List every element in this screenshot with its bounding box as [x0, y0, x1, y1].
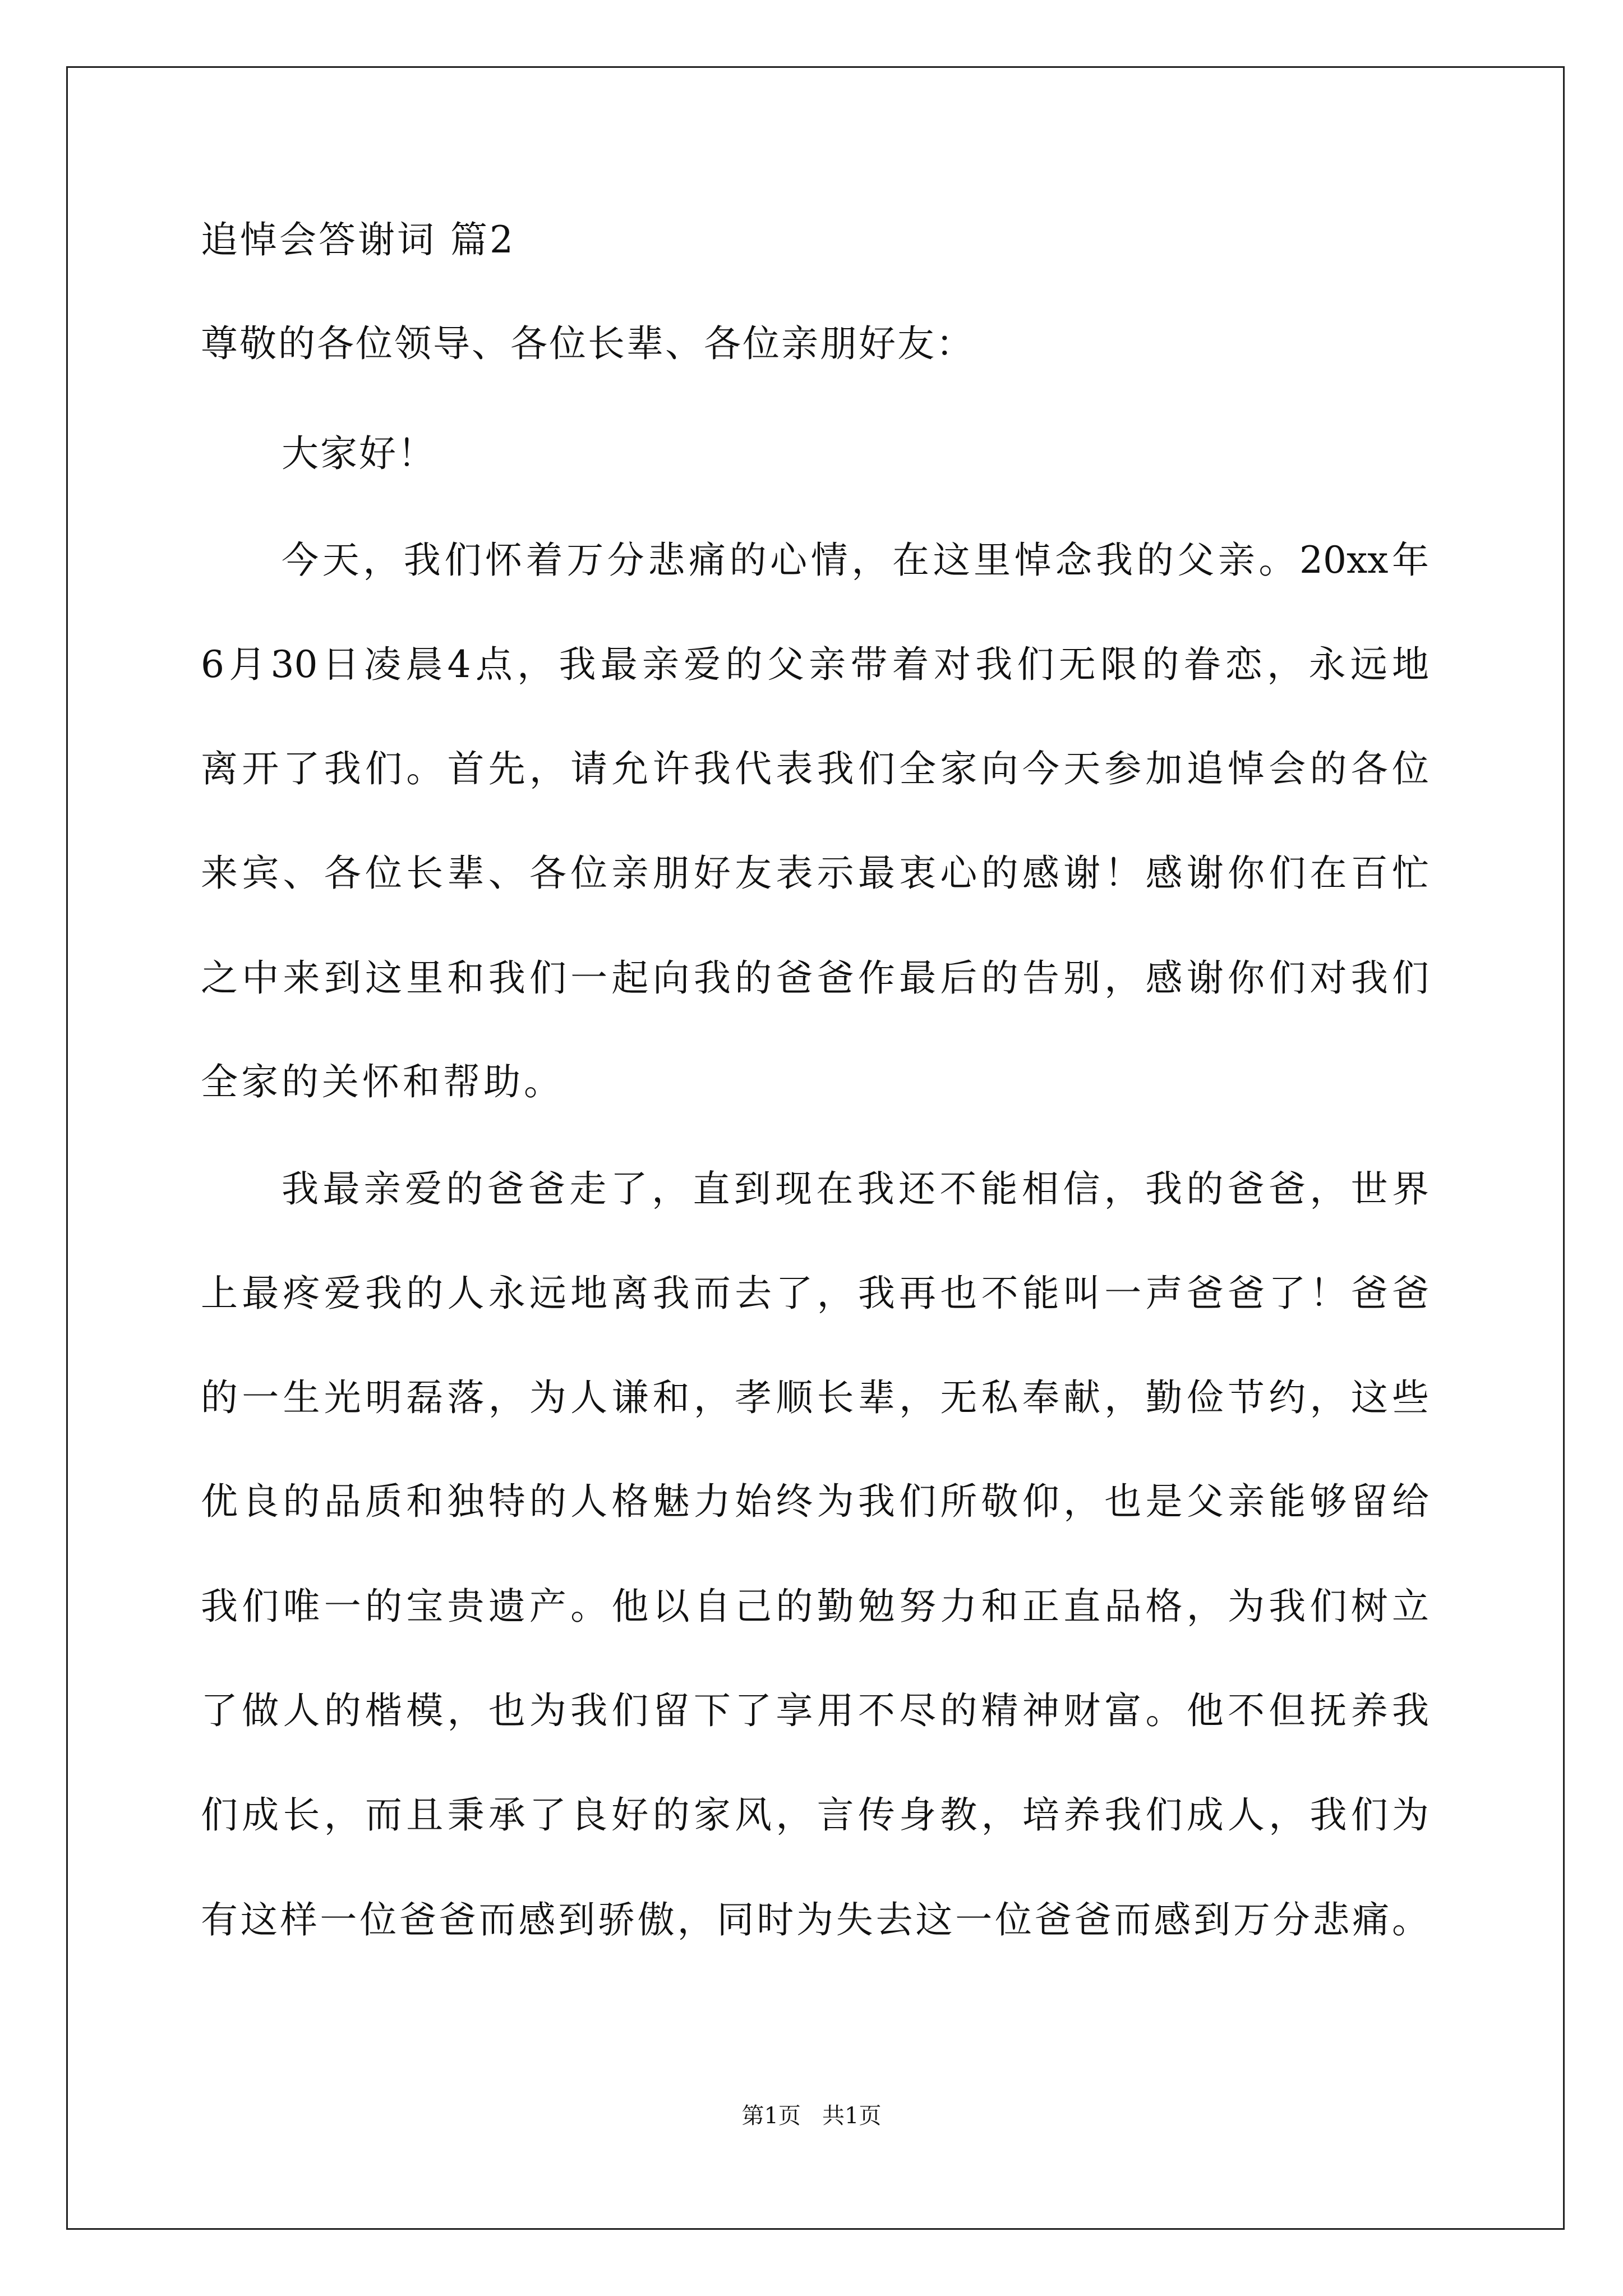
salutation: 尊敬的各位领导、各位长辈、各位亲朋好友：: [201, 322, 975, 365]
document-title: 追悼会答谢词 篇2: [201, 218, 515, 261]
paragraph-2-line-6: 了做人的楷模，也为我们留下了享用不尽的精神财富。他不但抚养我: [201, 1689, 1429, 1732]
paragraph-1-line-5: 之中来到这里和我们一起向我的爸爸作最后的告别，感谢你们对我们: [201, 956, 1429, 1000]
paragraph-2-line-3: 的一生光明磊落，为人谦和，孝顺长辈，无私奉献，勤俭节约，这些: [201, 1376, 1429, 1419]
paragraph-1-line-1: 今天，我们怀着万分悲痛的心情，在这里悼念我的父亲。20xx年: [282, 539, 1429, 582]
paragraph-1-line-6: 全家的关怀和帮助。: [201, 1060, 564, 1103]
paragraph-1-line-3: 离开了我们。首先，请允许我代表我们全家向今天参加追悼会的各位: [201, 747, 1429, 790]
paragraph-1-line-2: 6月30日凌晨4点，我最亲爱的父亲带着对我们无限的眷恋，永远地: [201, 643, 1429, 686]
paragraph-2-line-4: 优良的品质和独特的人格魅力始终为我们所敬仰，也是父亲能够留给: [201, 1480, 1429, 1523]
paragraph-2-line-5: 我们唯一的宝贵遗产。他以自己的勤勉努力和正直品格，为我们树立: [201, 1585, 1429, 1628]
greeting: 大家好！: [282, 432, 436, 475]
paragraph-2-line-8: 有这样一位爸爸而感到骄傲，同时为失去这一位爸爸而感到万分悲痛。: [201, 1898, 1429, 1941]
paragraph-2-line-7: 们成长，而且秉承了良好的家风，言传身教，培养我们成人，我们为: [201, 1793, 1429, 1837]
paragraph-2-line-2: 上最疼爱我的人永远地离我而去了，我再也不能叫一声爸爸了！爸爸: [201, 1272, 1429, 1315]
paragraph-1-line-4: 来宾、各位长辈、各位亲朋好友表示最衷心的感谢！感谢你们在百忙: [201, 852, 1429, 895]
paragraph-2-line-1: 我最亲爱的爸爸走了，直到现在我还不能相信，我的爸爸，世界: [282, 1167, 1429, 1211]
page-footer: 第1页 共1页: [741, 2103, 882, 2129]
